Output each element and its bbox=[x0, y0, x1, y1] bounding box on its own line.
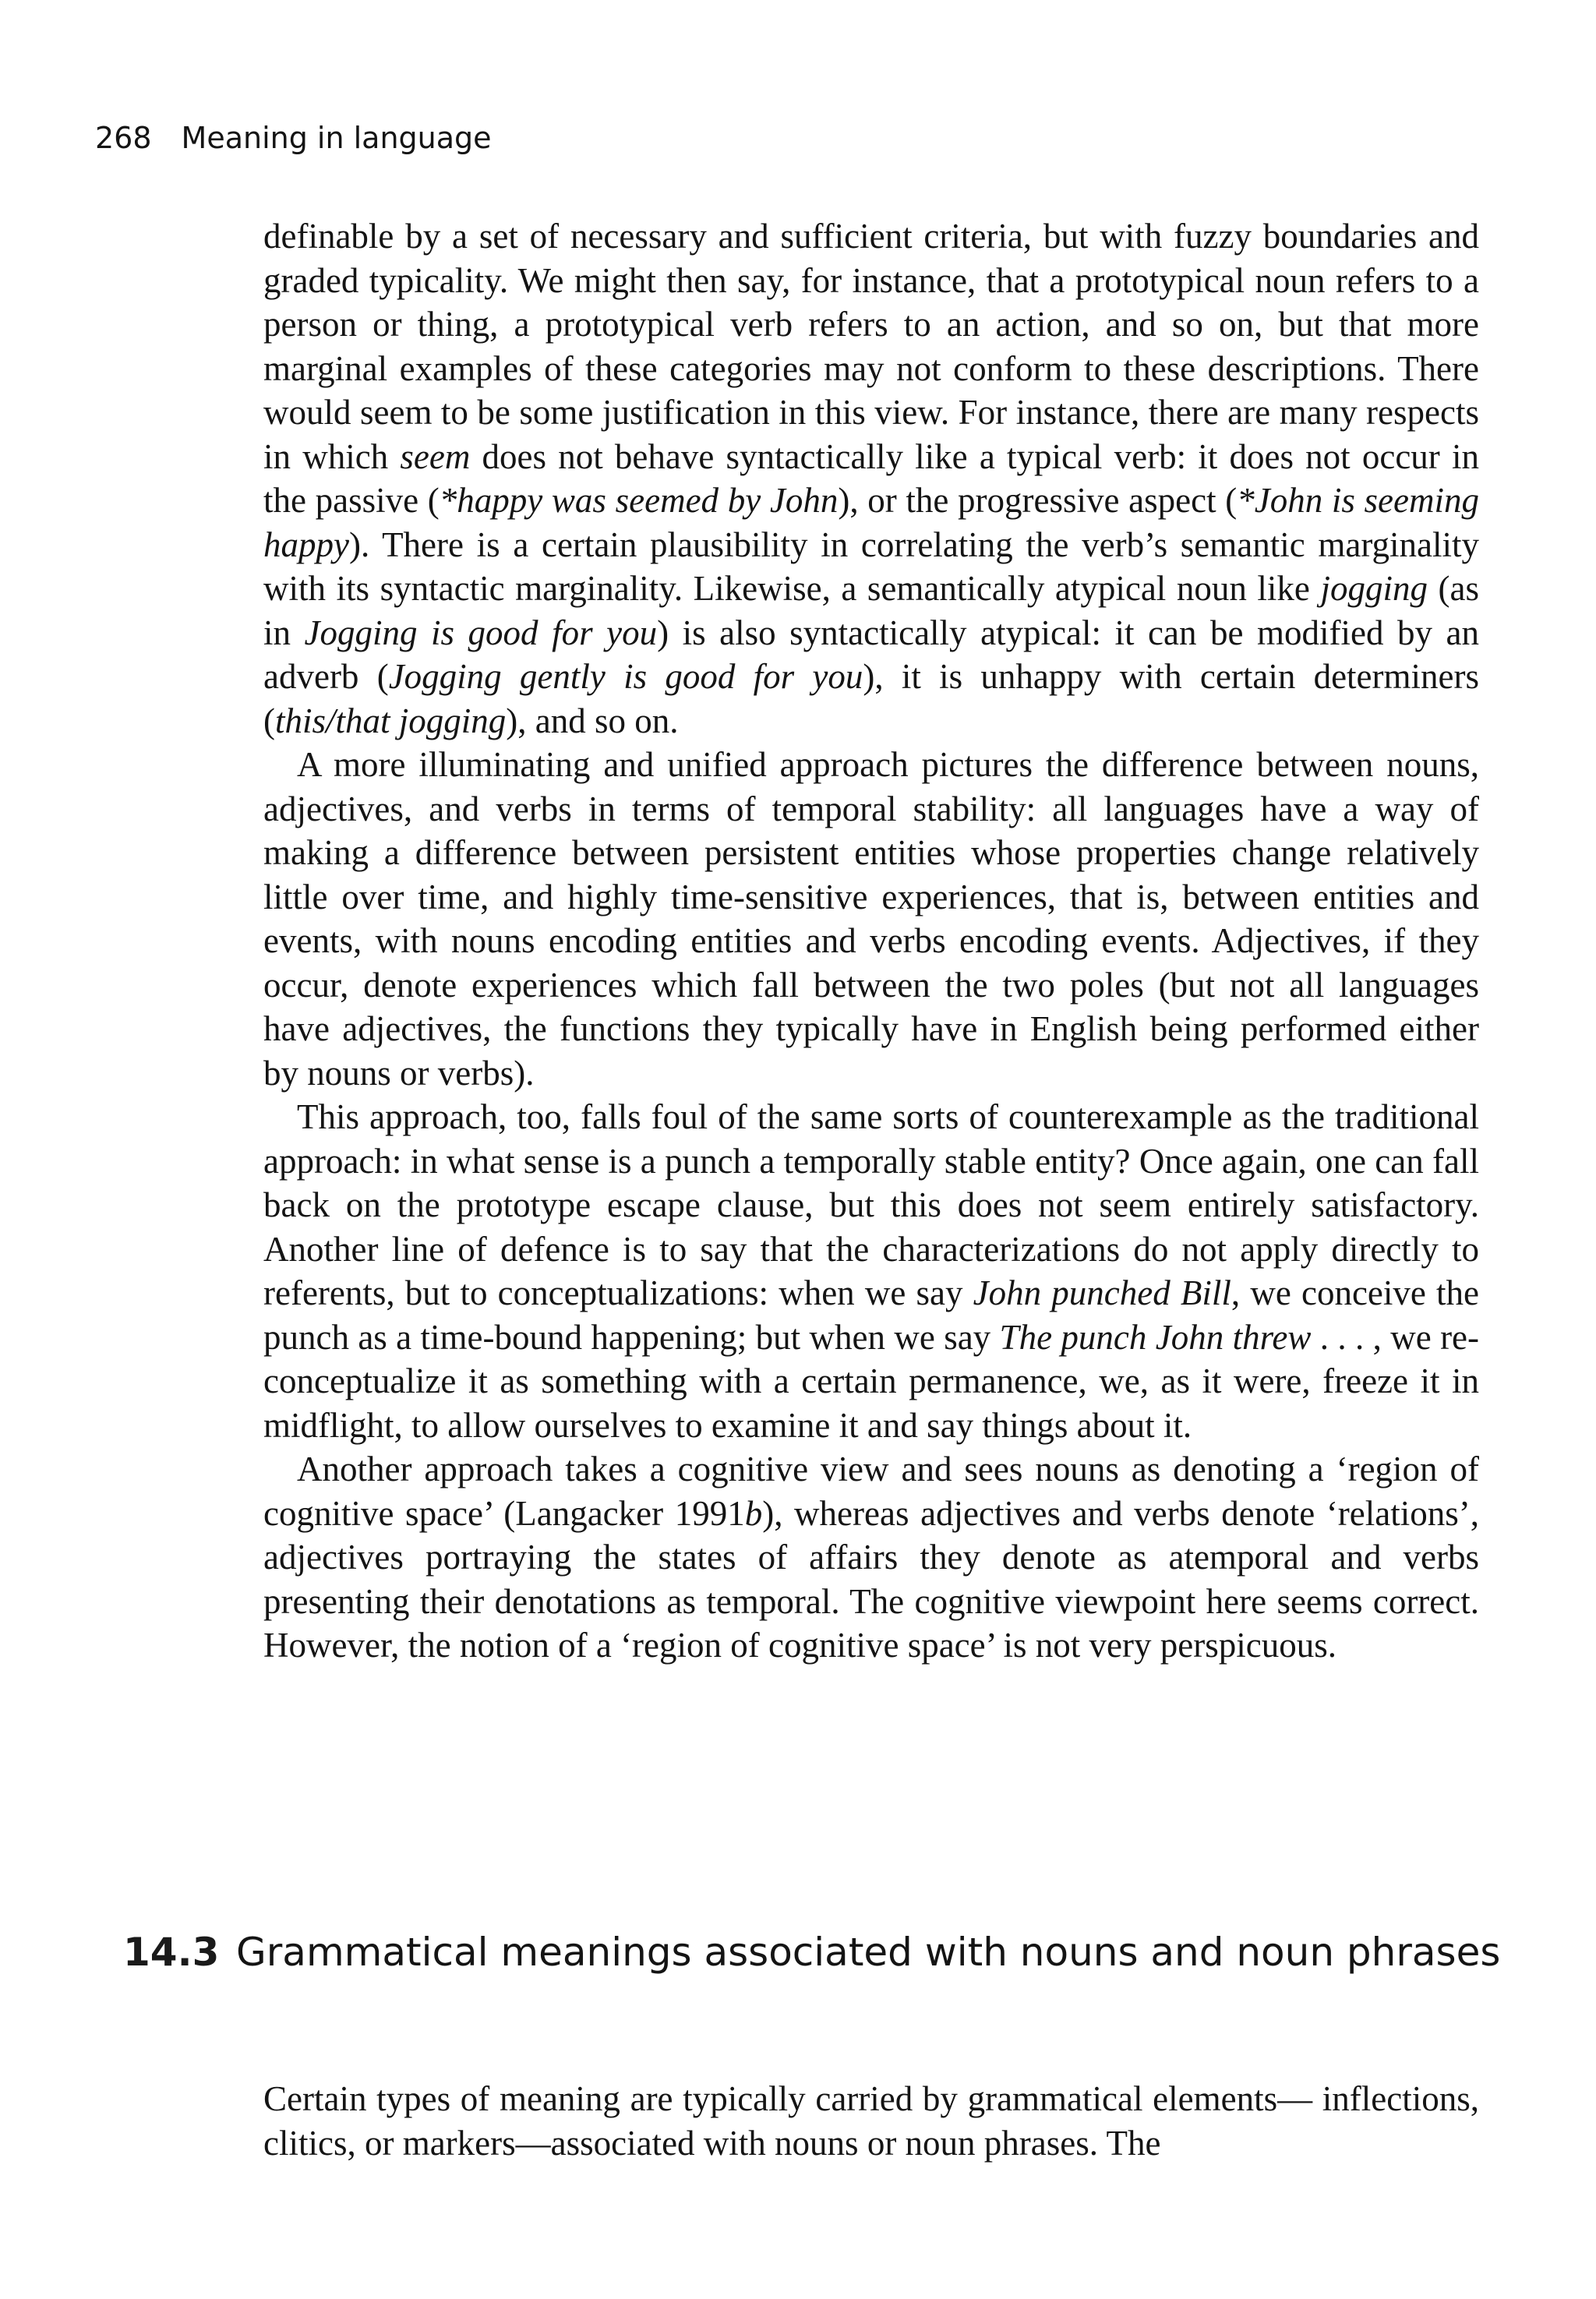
text-run: , we conceive the punch as a time-bound happening; but when we say bbox=[263, 1273, 1480, 1357]
section-number: 14.3 bbox=[123, 1930, 220, 1975]
running-head bbox=[95, 123, 492, 153]
section-body bbox=[263, 2077, 1479, 2165]
text-run: (as in bbox=[263, 569, 1479, 652]
text-run: ), whereas adjectives and verbs denote ‘relations’, adjectives portraying the states of affairs they denote as atemporal and verbs presenting their denotations as temporal. The cognitive viewpoint here seems correct. However, the notion of a ‘region of cognitive space’ is not very perspicuous. bbox=[263, 1493, 1479, 1665]
italic-run: b bbox=[744, 1493, 763, 1533]
text-run: ), it is unhappy with certain determiners ( bbox=[263, 657, 1479, 740]
text-run: ), or the progressive aspect ( bbox=[838, 481, 1238, 520]
italic-run: The punch John threw bbox=[999, 1317, 1312, 1357]
section-paragraph: Certain types of meaning are typically carried by grammatical elements— inflections, clitics, or markers—associated with nouns or noun phrases. The bbox=[263, 2079, 1479, 2163]
italic-run: this/that jogging bbox=[275, 701, 507, 740]
body-text bbox=[263, 214, 1479, 1668]
running-head-title: Meaning in language bbox=[181, 121, 492, 155]
page-number: 268 bbox=[95, 121, 152, 155]
italic-run: Jogging is good for you bbox=[304, 613, 658, 652]
italic-run: seem bbox=[400, 436, 471, 476]
text-run: This approach, too, falls foul of the same sorts of counterexample as the traditional approach: in what sense is a punch a temporally stable entity? Once again, one can fall back on the prototype escape clause, but this does not seem entirely satisfactory. Another line of defence is to say that the characterizations do not apply directly to referents, but to conceptualizations: when we say bbox=[263, 1097, 1479, 1312]
paragraph bbox=[263, 214, 1479, 743]
section-title: Grammatical meanings associated with nouns and noun phrases bbox=[236, 1930, 1501, 1975]
paragraph bbox=[263, 1095, 1479, 1447]
italic-run: Jogging gently is good for you bbox=[388, 657, 863, 696]
italic-run: *happy was seemed by John bbox=[439, 481, 839, 520]
text-run: . . . , we re-conceptualize it as something with a certain permanence, we, as it were, freeze it in midflight, to allow ourselves to examine it and say things about it. bbox=[263, 1317, 1480, 1445]
italic-run: jogging bbox=[1320, 569, 1428, 608]
text-run: A more illuminating and unified approach pictures the difference between nouns, adjectives, and verbs in terms of temporal stability: all languages have a way of making a difference between persistent entities whose properties change relatively little over time, and highly time-sensitive experiences, that is, between entities and events, with nouns encoding entities and verbs encoding events. Adjectives, if they occur, denote experiences which fall between the two poles (but not all languages have adjectives, the functions they typically have in English being performed either by nouns or verbs). bbox=[263, 745, 1479, 1093]
italic-run: *John is seeming happy bbox=[263, 481, 1479, 564]
text-run: ). There is a certain plausibility in correlating the verb’s semantic marginality with its syntactic marginality. Likewise, a semantically atypical noun like bbox=[263, 524, 1479, 608]
paragraph bbox=[263, 743, 1479, 1095]
text-run: Another approach takes a cognitive view and sees nouns as denoting a ‘region of cognitive space’ (Langacker 1991 bbox=[263, 1450, 1479, 1533]
paragraph bbox=[263, 1447, 1479, 1668]
section-heading bbox=[123, 1926, 1518, 1978]
text-run: does not behave syntactically like a typical verb: it does not occur in the passive ( bbox=[263, 436, 1479, 520]
text-run: ) is also syntactically atypical: it can be modified by an adverb ( bbox=[263, 613, 1479, 696]
text-run: ), and so on. bbox=[506, 701, 679, 740]
italic-run: John punched Bill bbox=[973, 1273, 1231, 1312]
text-run: definable by a set of necessary and sufficient criteria, but with fuzzy boundaries and graded typicality. We might then say, for instance, that a prototypical noun refers to a person or thing, a prototypical verb refers to an action, and so on, but that more marginal examples of these categories may not conform to these descriptions. There would seem to be some justification in this view. For instance, there are many respects in which bbox=[263, 217, 1479, 476]
